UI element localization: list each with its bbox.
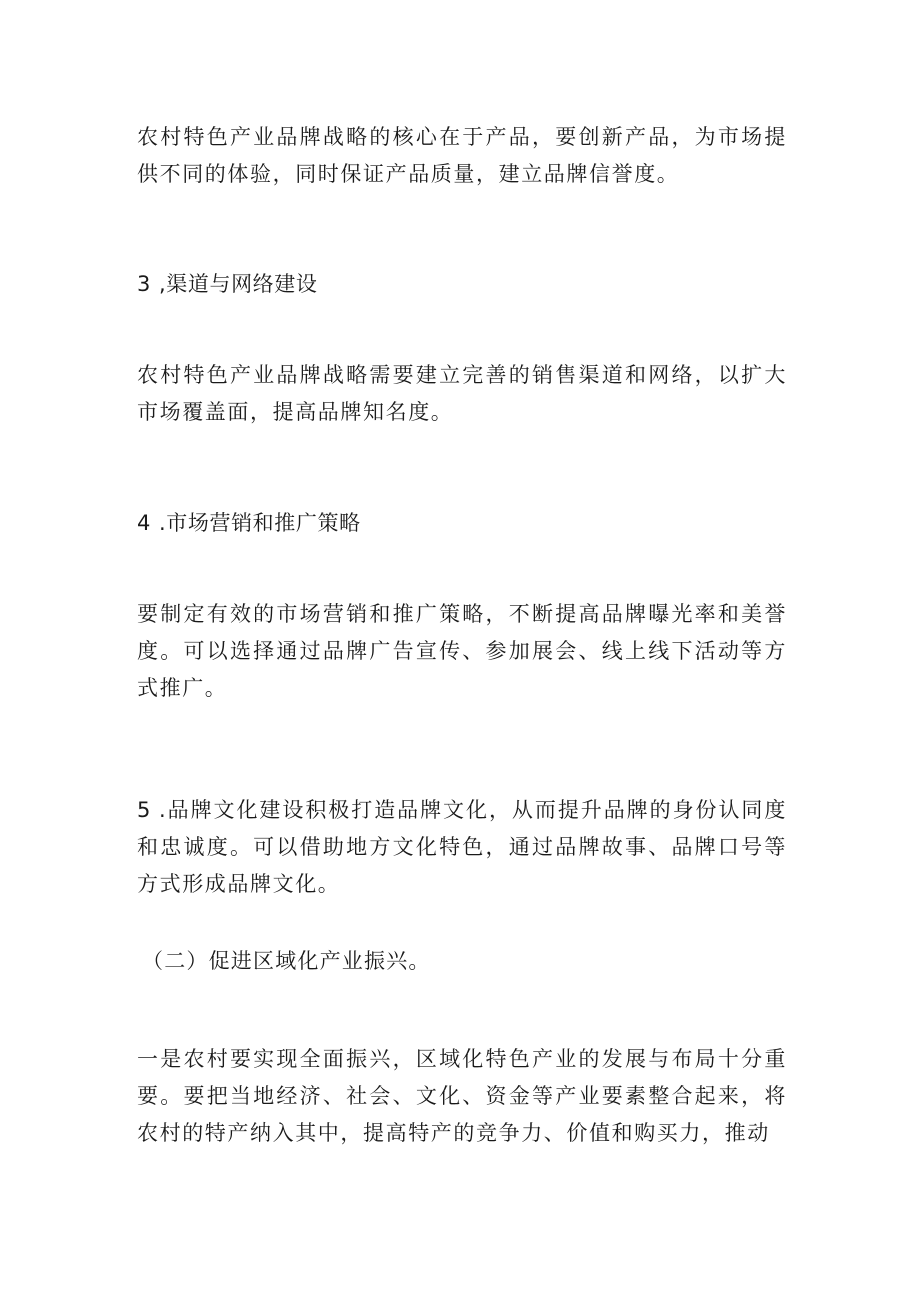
paragraph-brand-culture <box>137 792 787 903</box>
paragraph-marketing: 要制定有效的市场营销和推广策略，不断提高品牌曝光率和美誉度。可以选择通过品牌广告宣传、参加展会、线上线下活动等方式推广。 <box>137 602 787 700</box>
heading-text: .品牌文化建设积极打造品牌文化，从而提升品牌的身份认同度和忠诚度。可以借助地方文化特色，通过品牌故事、品牌口号等方式形成品牌文化。 <box>137 798 787 896</box>
paragraph-channels: 农村特色产业品牌战略需要建立完善的销售渠道和网络，以扩大市场覆盖面，提高品牌知名度。 <box>137 363 787 424</box>
heading-number: 4 <box>137 511 151 535</box>
heading-text: .市场营销和推广策略 <box>159 511 361 535</box>
paragraph-regional-revitalization: 一是农村要实现全面振兴，区域化特色产业的发展与布局十分重要。要把当地经济、社会、文化、资金等产业要素整合起来，将农村的特产纳入其中，提高特产的竞争力、价值和购买力，推动 <box>137 1047 787 1145</box>
heading-marketing <box>137 505 787 542</box>
heading-text: ,渠道与网络建设 <box>159 272 318 296</box>
section-heading-regional: （二）促进区域化产业振兴。 <box>142 949 431 973</box>
heading-number: 5 <box>137 798 152 822</box>
heading-channels <box>137 266 787 303</box>
paragraph-product-core: 农村特色产业品牌战略的核心在于产品，要创新产品，为市场提供不同的体验，同时保证产品质量，建立品牌信誉度。 <box>137 125 787 186</box>
heading-number: 3 <box>137 272 151 296</box>
